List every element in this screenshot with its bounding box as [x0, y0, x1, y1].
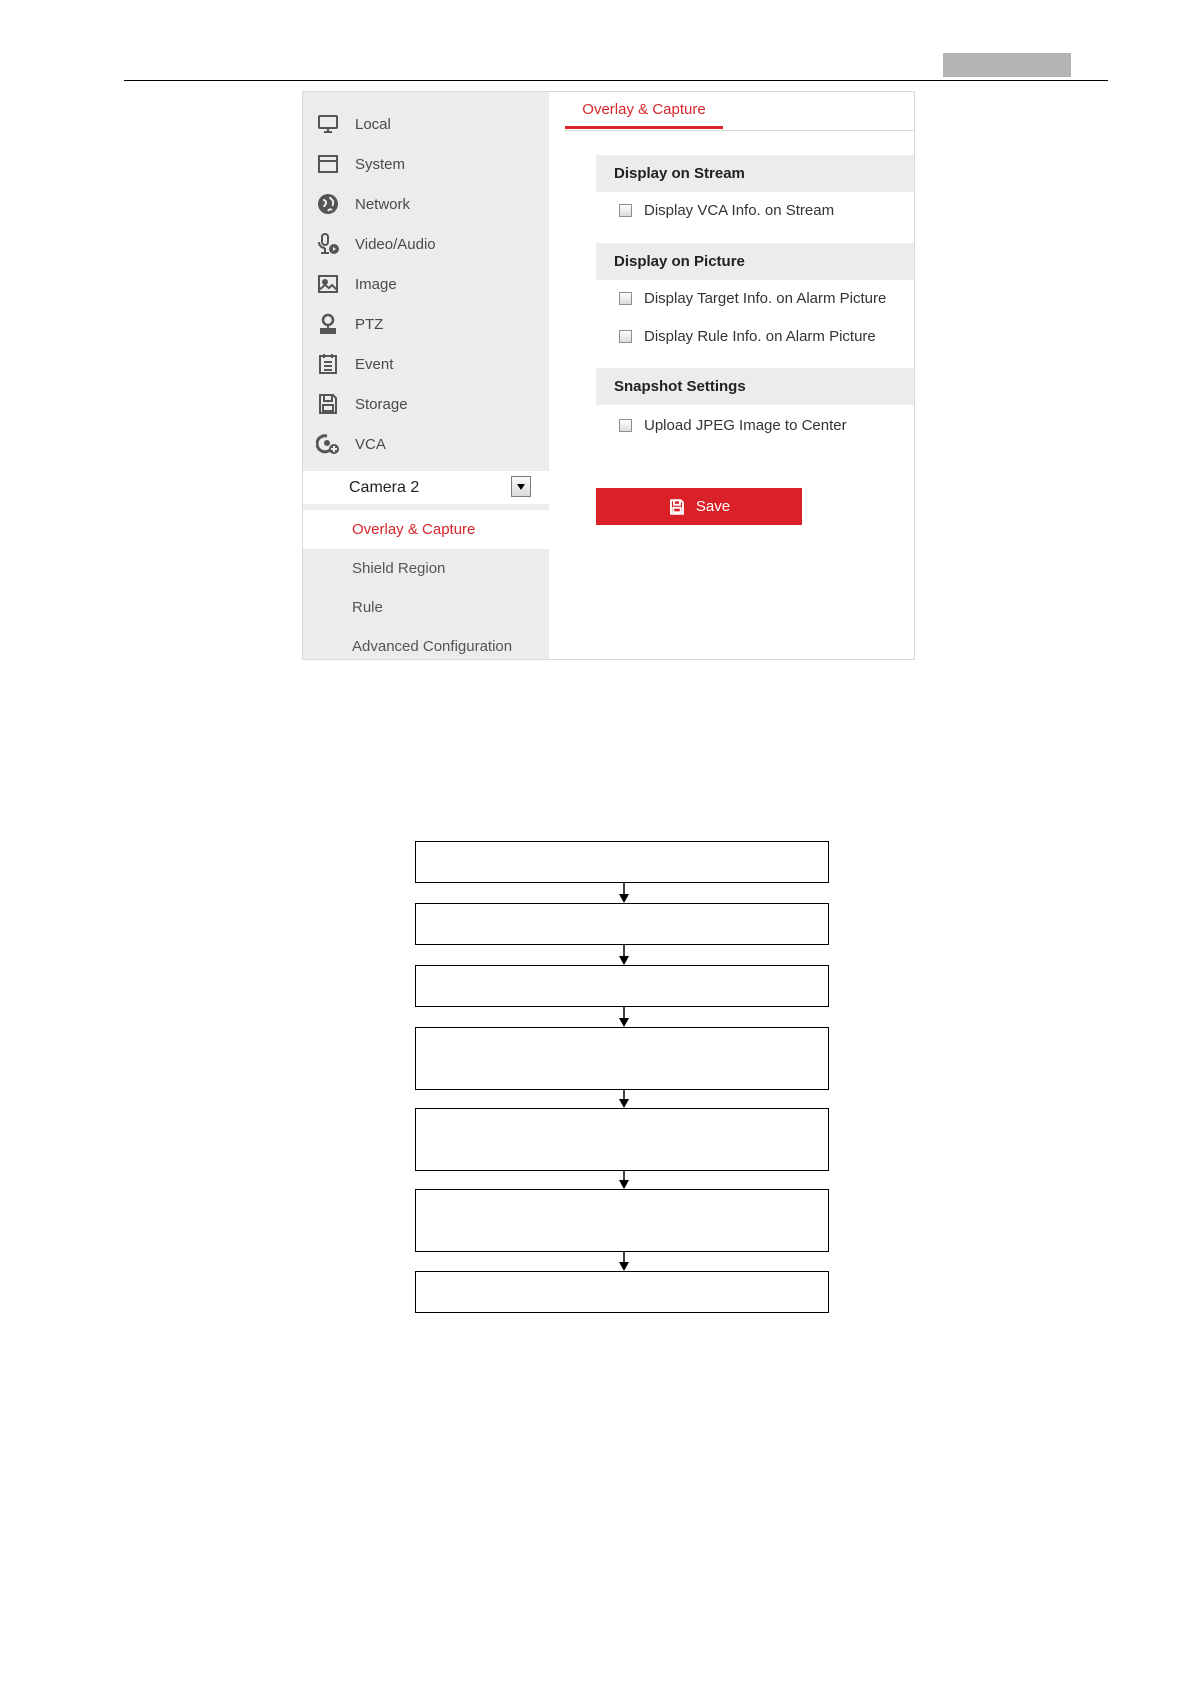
sidebar-item-label: Local: [355, 115, 391, 133]
sub-item-rule[interactable]: Rule: [352, 599, 383, 616]
sidebar-item-label: Image: [355, 275, 397, 293]
sidebar-item-label: System: [355, 155, 406, 173]
sub-item-advanced-configuration[interactable]: Advanced Configuration: [352, 638, 513, 655]
sidebar-item-label: Network: [355, 195, 411, 213]
section-display-on-picture: Display on Picture: [596, 243, 914, 280]
sub-item-shield-region[interactable]: Shield Region: [352, 560, 446, 577]
option-label: Display Target Info. on Alarm Picture: [644, 290, 887, 307]
sidebar-item-label: Event: [355, 355, 394, 373]
sub-item-overlay-capture[interactable]: Overlay & Capture: [303, 510, 549, 549]
save-button-label: Save: [695, 498, 731, 515]
option-label: Display VCA Info. on Stream: [644, 202, 835, 219]
option-label: Display Rule Info. on Alarm Picture: [644, 328, 876, 345]
option-label: Upload JPEG Image to Center: [644, 417, 847, 434]
sidebar-item-label: Video/Audio: [355, 235, 436, 253]
sidebar-item-label: VCA: [355, 435, 386, 453]
section-display-on-stream: Display on Stream: [596, 155, 914, 192]
tab-overlay-capture[interactable]: Overlay & Capture: [565, 92, 723, 129]
section-snapshot-settings: Snapshot Settings: [596, 368, 914, 405]
sidebar-item-label: PTZ: [355, 315, 384, 333]
camera-selected-value: Camera 2: [349, 478, 420, 496]
sidebar-item-label: Storage: [355, 395, 408, 413]
